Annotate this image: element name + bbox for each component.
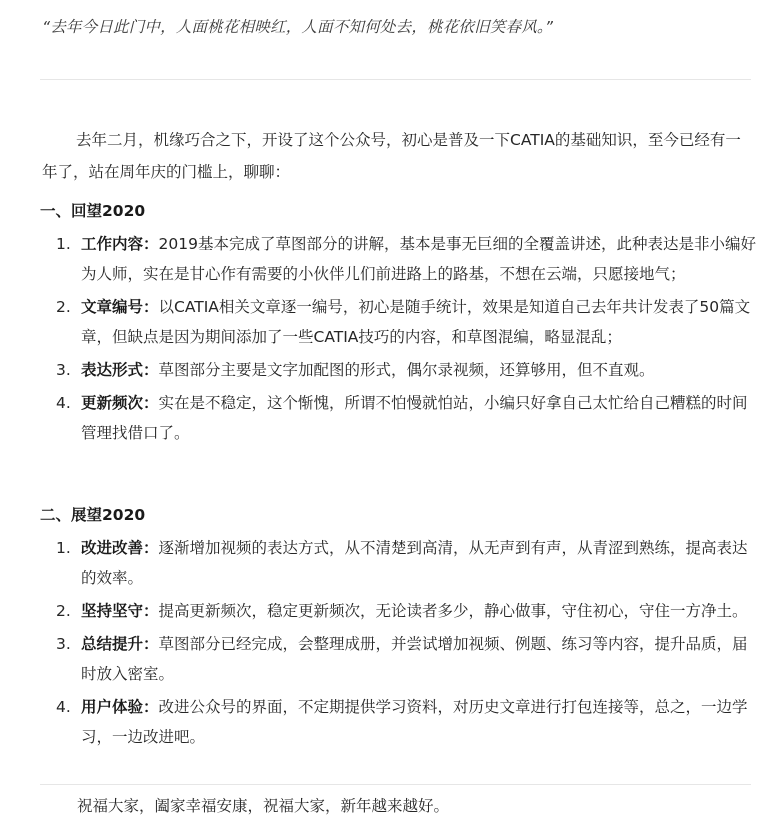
list-label: 工作内容： — [81, 235, 159, 253]
review-list — [56, 229, 756, 451]
list-item — [56, 229, 756, 289]
list-text: 实在是不稳定，这个惭愧，所谓不怕慢就怕站，小编只好拿自己太忙给自己糟糕的时间管理找借口了。 — [81, 394, 748, 442]
list-item — [56, 292, 756, 352]
list-label: 表达形式： — [81, 361, 159, 379]
section-title-review: 一、回望2020 — [40, 202, 146, 220]
list-item — [56, 629, 756, 689]
list-number: 3. — [56, 361, 71, 379]
quote: “去年今日此门中，人面桃花相映红，人面不知何处去，桃花依旧笑春风。” — [42, 18, 554, 36]
divider-top — [40, 79, 751, 80]
divider-bottom — [40, 784, 751, 785]
intro-paragraph: 去年二月，机缘巧合之下，开设了这个公众号，初心是普及一下CATIA的基础知识，至今已经有一年了，站在周年庆的门槛上，聊聊： — [42, 131, 741, 181]
list-item — [56, 533, 756, 593]
list-text: 2019基本完成了草图部分的讲解，基本是事无巨细的全覆盖讲述，此种表达是非小编好为人师，实在是甘心作有需要的小伙伴儿们前进路上的路基，不想在云端，只愿接地气； — [81, 235, 756, 283]
list-number: 2. — [56, 298, 71, 316]
list-item — [56, 692, 756, 752]
list-item — [56, 355, 756, 385]
list-label: 改进改善： — [81, 539, 159, 557]
list-number: 4. — [56, 698, 71, 716]
list-number: 1. — [56, 539, 71, 557]
list-text: 草图部分已经完成，会整理成册，并尝试增加视频、例题、练习等内容，提升品质，届时放入密室。 — [81, 635, 748, 683]
list-label: 总结提升： — [81, 635, 159, 653]
list-label: 更新频次： — [81, 394, 159, 412]
list-item — [56, 388, 756, 448]
list-label: 文章编号： — [81, 298, 159, 316]
list-text: 提高更新频次，稳定更新频次，无论读者多少，静心做事，守住初心，守住一方净土。 — [158, 602, 748, 620]
list-text: 改进公众号的界面，不定期提供学习资料，对历史文章进行打包连接等，总之，一边学习，一边改进吧。 — [81, 698, 748, 746]
list-text: 以CATIA相关文章逐一编号，初心是随手统计，效果是知道自己去年共计发表了50篇文章，但缺点是因为期间添加了一些CATIA技巧的内容，和草图混编，略显混乱； — [81, 298, 751, 346]
closing-text: 祝福大家，阖家幸福安康，祝福大家，新年越来越好。 — [77, 797, 450, 815]
list-number: 1. — [56, 235, 71, 253]
section-title-outlook: 二、展望2020 — [40, 506, 146, 524]
list-label: 坚持坚守： — [81, 602, 159, 620]
list-number: 3. — [56, 635, 71, 653]
list-text: 逐渐增加视频的表达方式，从不清楚到高清，从无声到有声，从青涩到熟练，提高表达的效率。 — [81, 539, 748, 587]
outlook-list — [56, 533, 756, 755]
list-label: 用户体验： — [81, 698, 159, 716]
list-item — [56, 596, 756, 626]
list-number: 4. — [56, 394, 71, 412]
list-number: 2. — [56, 602, 71, 620]
list-text: 草图部分主要是文字加配图的形式，偶尔录视频，还算够用，但不直观。 — [158, 361, 655, 379]
